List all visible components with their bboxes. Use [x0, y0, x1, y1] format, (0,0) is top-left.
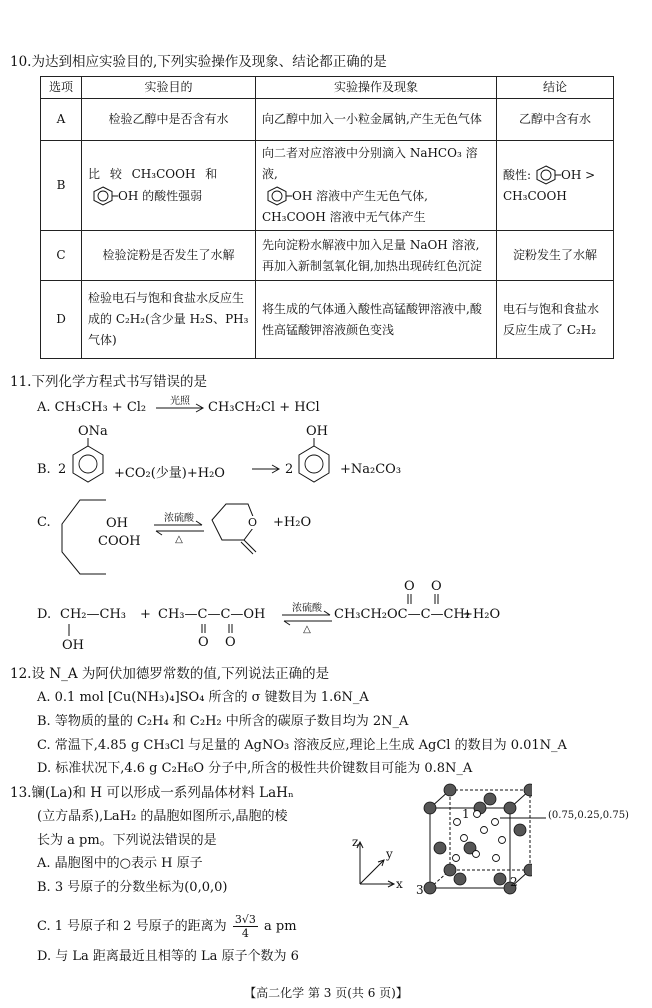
q11-d-ethanol: CH₂—CH₃ — [60, 607, 126, 622]
q11-title: 11.下列化学方程式书写错误的是 — [10, 374, 207, 390]
q11-a-label: A. — [37, 400, 51, 415]
q12-option-c: C. 常温下,4.85 g CH₃Cl 与足量的 AgNO₃ 溶液反应,理论上生成 AgCl 的数目为 0.01N_A — [37, 738, 567, 753]
q11-d-ethanol-oh: OH — [62, 638, 84, 653]
header-operation: 实验操作及现象 — [256, 77, 497, 99]
row-b-conclusion — [497, 141, 614, 231]
q10-title: 10.为达到相应实验目的,下列实验操作及现象、结论都正确的是 — [10, 54, 387, 70]
row-b-operation-line2: OH 溶液中产生无色气体, — [292, 188, 428, 203]
row-b-operation — [256, 141, 497, 231]
double-bond-icon — [404, 594, 444, 606]
row-d-conclusion: 电石与饱和食盐水反应生成了 C₂H₂ — [497, 281, 614, 359]
q12-option-d: D. 标准状况下,4.6 g C₂H₆O 分子中,所含的极性共价键数目可能为 0.8N_A — [37, 761, 473, 776]
crystal-labels-layer — [412, 778, 532, 898]
q13-c-text: C. 1 号原子和 2 号原子的距离为 — [37, 919, 227, 934]
q11-d-condition-bottom: △ — [303, 624, 311, 635]
row-b-operation-line3: CH₃COOH 溶液中无气体产生 — [262, 210, 426, 224]
row-c-operation: 先向淀粉水解液中加入足量 NaOH 溶液,再加入新制氢氧化铜,加热出现砖红色沉淀 — [256, 231, 497, 281]
q11-d-label: D. — [37, 607, 52, 622]
q11-d-prod-o1: O — [404, 579, 415, 594]
q10-table — [40, 76, 614, 359]
table-row — [41, 99, 614, 141]
fraction — [233, 913, 258, 940]
reversible-arrow-icon — [154, 521, 204, 535]
row-b-purpose — [82, 141, 256, 231]
atom-label-2: 2 — [510, 875, 518, 889]
q11-b-ona: ONa — [78, 424, 108, 439]
row-a-purpose: 检验乙醇中是否含有水 — [82, 99, 256, 141]
row-a-operation: 向乙醇中加入一小粒金属钠,产生无色气体 — [256, 99, 497, 141]
q11-c-condition-bottom: △ — [175, 534, 183, 545]
header-conclusion: 结论 — [497, 77, 614, 99]
q11-b-oh: OH — [306, 424, 328, 439]
row-c-option: C — [41, 231, 82, 281]
reversible-arrow-icon — [282, 611, 332, 625]
row-c-purpose: 检验淀粉是否发生了水解 — [82, 231, 256, 281]
q11-a-lhs: CH₃CH₃ + Cl₂ — [54, 400, 147, 415]
coordinate-axes-icon — [350, 836, 406, 896]
q11-d-prod-o2: O — [431, 579, 442, 594]
axis-y-label: y — [386, 847, 393, 861]
q11-option-a — [37, 400, 146, 415]
table-row — [41, 281, 614, 359]
table-row — [41, 141, 614, 231]
atom-label-1: 1 — [462, 807, 470, 821]
coordinate-annotation: (0.75,0.25,0.75) — [548, 810, 629, 821]
axis-x-label: x — [396, 877, 403, 891]
q13-c-unit: a pm — [263, 919, 297, 934]
row-b-option: B — [41, 141, 82, 231]
row-b-purpose-line2: OH 的酸性强弱 — [118, 188, 203, 203]
q11-d-acid-o2: O — [225, 635, 236, 650]
benzene-ring-icon — [70, 438, 106, 484]
q11-d-condition-top: 浓硫酸 — [292, 603, 322, 614]
q13-line2: (立方晶系),LaH₂ 的晶胞如图所示,晶胞的棱 — [37, 809, 288, 824]
q11-d-acid-o1: O — [198, 635, 209, 650]
q11-a-rhs: CH₃CH₂Cl + HCl — [208, 400, 320, 415]
fraction-numerator: 3√3 — [234, 913, 256, 926]
q11-c-label: C. — [37, 515, 51, 530]
double-bond-icon — [198, 624, 238, 634]
row-a-conclusion: 乙醇中含有水 — [497, 99, 614, 141]
header-option: 选项 — [41, 77, 82, 99]
table-row — [41, 231, 614, 281]
table-header-row — [41, 77, 614, 99]
q12-title: 12.设 N_A 为阿伏加德罗常数的值,下列说法正确的是 — [10, 666, 330, 682]
q11-b-mid: +CO₂(少量)+H₂O — [114, 466, 225, 481]
q11-c-ring-o: O — [248, 516, 258, 529]
q11-b-tail: +Na₂CO₃ — [340, 462, 402, 477]
lactone-ring-icon — [204, 498, 266, 560]
row-b-conclusion-line2: OH > — [561, 167, 596, 182]
fraction-denominator: 4 — [241, 927, 249, 940]
q11-b-coef1: 2 — [58, 462, 67, 477]
row-b-conclusion-line3: CH₃COOH — [503, 189, 567, 203]
atom-label-3: 3 — [416, 883, 424, 897]
row-d-operation: 将生成的气体通入酸性高锰酸钾溶液中,酸性高锰酸钾溶液颜色变浅 — [256, 281, 497, 359]
row-b-purpose-line1: 比 较 CH₃COOH 和 — [88, 167, 218, 181]
reaction-arrow-icon — [252, 464, 282, 474]
benzene-ring-icon — [296, 438, 332, 484]
q11-c-cooh: COOH — [98, 534, 141, 549]
benzene-ring-icon — [88, 185, 118, 207]
row-b-operation-line1: 向二者对应溶液中分别滴入 NaHCO₃ 溶液, — [262, 146, 478, 181]
bond-line-icon — [64, 624, 74, 638]
q11-d-product: CH₃CH₂OC—C—CH₂ — [334, 607, 471, 622]
q13-title: 13.镧(La)和 H 可以形成一系列晶体材料 LaHₙ — [10, 785, 294, 801]
q11-d-acid: CH₃—C—C—OH — [158, 607, 266, 622]
q13-option-c — [37, 913, 297, 940]
q11-b-label: B. — [37, 462, 51, 477]
q11-d-plus: + — [140, 607, 151, 622]
header-purpose: 实验目的 — [82, 77, 256, 99]
q11-c-condition-top: 浓硫酸 — [164, 513, 194, 524]
q13-option-d: D. 与 La 距离最近且相等的 La 原子个数为 6 — [37, 949, 299, 964]
q13-option-b: B. 3 号原子的分数坐标为(0,0,0) — [37, 880, 228, 895]
row-c-conclusion: 淀粉发生了水解 — [497, 231, 614, 281]
row-d-purpose: 检验电石与饱和食盐水反应生成的 C₂H₂(含少量 H₂S、PH₃ 气体) — [82, 281, 256, 359]
row-a-option: A — [41, 99, 82, 141]
row-b-conclusion-line1: 酸性: — [503, 167, 532, 182]
page-footer: 【高二化学 第 3 页(共 6 页)】 — [244, 986, 408, 1000]
q12-option-a: A. 0.1 mol [Cu(NH₃)₄]SO₄ 所含的 σ 键数目为 1.6N_A — [37, 690, 369, 705]
q13-line3: 长为 a pm。下列说法错误的是 — [37, 833, 217, 848]
q11-c-oh: OH — [106, 516, 128, 531]
q11-b-coef2: 2 — [285, 462, 294, 477]
q11-a-condition: 光照 — [170, 396, 190, 407]
q12-option-b: B. 等物质的量的 C₂H₄ 和 C₂H₂ 中所含的碳原子数目均为 2N_A — [37, 714, 409, 729]
axis-z-label: z — [352, 835, 359, 849]
q13-option-a: A. 晶胞图中的○表示 H 原子 — [37, 856, 203, 871]
benzene-ring-icon — [531, 164, 561, 186]
q11-d-tail: +H₂O — [462, 607, 501, 622]
row-d-option: D — [41, 281, 82, 359]
reaction-arrow-icon — [156, 403, 204, 413]
q11-c-tail: +H₂O — [273, 515, 312, 530]
pointer-line-icon — [500, 813, 550, 823]
benzene-ring-icon — [262, 185, 292, 207]
